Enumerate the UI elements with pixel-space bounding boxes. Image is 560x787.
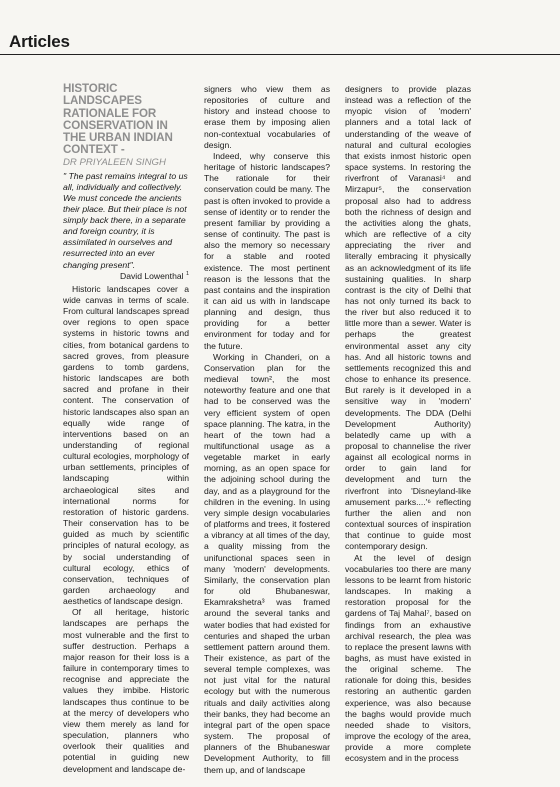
column-2: [204, 84, 330, 776]
section-label: Articles: [9, 32, 70, 51]
title-line: CONTEXT -: [63, 143, 125, 157]
title-line: HISTORIC: [63, 82, 118, 95]
body-paragraph: signers who view them as repositories of culture and history and instead choose to erase them by imposing alien non-contextual vocabularies of design.: [204, 84, 330, 150]
body-paragraph: Historic landscapes cover a wide canvas in terms of scale. From cultural landscapes spread over regions to open space systems in historic towns and cities, from botanical gardens to sacred groves, from pleasure gardens to tomb gardens, historic landscapes are both sacred and profane in their content. The conservation of historic landscapes also span an equally wide range of interventions based on an understanding of regional cultural ecologies, morphology of urban settlements, principles of landscaping within archaeological sites and international norms for restoration of historic gardens. Their conservation has to be guided as much by scientific principles of natural ecology, as by social understanding of cultural ecology, ethics of conservation, techniques of garden archaeology and aesthetics of landscape design.: [63, 283, 189, 607]
body-paragraph: Indeed, why conserve this heritage of historic landscapes? The rationale for their conservation could be many. The past is often invoked to provide a sense of identity or to render the present familiar by providing a sense of continuity. The past is also the memory so necessary for a stable and rooted existence. The most pertinent reason is the lessons that the past contains and the inspiration it can aid us with in landscape planning and design, thus providing for a better environment for today and for the future.: [204, 150, 330, 351]
column-1: [63, 83, 189, 775]
header-rule: [0, 54, 560, 55]
body-paragraph: Working in Chanderi, on a Conservation plan for the medieval town², the most noteworthy feature and one that had to be conserved was the very efficient system of open space planning. The katra, in the heart of the town had a multifunctional usage as a vegetable market in early morning, as an open space for the adjoining school during the day, and as a playground for the children in the evening. In using very simple design vocabularies of platforms and trees, it fostered a vibrancy at all times of the day, a quality missing from the unifunctional spaces seen in many 'modern' developments. Similarly, the conservation plan for old Bhubaneswar, Ekamrakshetra³ was framed around the several tanks and water bodies that had existed for centuries and shaped the urban settlement pattern around them. Their existence, as part of the several temple complexes, was not just vital for the natural ecology but with the numerous rituals and daily activities along their banks, they had become an integral part of the open space system. The proposal of planners of the Bhubaneswar Development Authority, to fill them up, and of landscape: [204, 351, 330, 775]
author-name: DR PRIYALEEN SINGH: [63, 156, 166, 168]
title-line: RATIONALE FOR: [63, 106, 157, 120]
attribution-name: David Lowenthal: [120, 270, 184, 281]
footnote-marker: 1: [185, 270, 189, 277]
title-line: CONSERVATION IN: [63, 118, 168, 132]
epigraph-attribution: [63, 271, 189, 282]
column-3: [345, 84, 471, 765]
epigraph-quote: " The past remains integral to us all, individually and collectively. We must concede the ancients their place. But their place is not simply back there, in a separate and foreign country, it is assimilated in ourselves and resurrected into an ever changing present".: [63, 170, 188, 270]
body-paragraph: Of all heritage, historic landscapes are perhaps the most vulnerable and the first to suffer destruction. Perhaps a major reason for their loss is a failure in contemporary times to recognise and appreciate the values they imbibe. Historic landscapes thus continue to be at the mercy of developers who view them merely as land for speculation, planners who overlook their qualities and potential in guiding new development and landscape de-: [63, 607, 189, 774]
body-paragraph: At the level of design vocabularies too there are many lessons to be learnt from historic landscapes. In making a restoration proposal for the gardens of Taj Mahal⁷, based on findings from an exhaustive archival research, the plea was to replace the present lawns with baghs, as must have existed in the original scheme. The rationale for doing this, besides restoring an authentic garden experience, was also because the baghs would provide much needed shade to visitors, improve the ecology of the area, provide a more complete ecosystem and in the process: [345, 552, 471, 764]
article-title: [63, 83, 189, 157]
body-paragraph: designers to provide plazas instead was a reflection of the myopic vision of 'modern' planners and a total lack of understanding of the weave of natural and cultural ecologies that exists inmost historic open space systems. In restoring the riverfront of Varanasi⁴ and Mirzapur⁵, the conservation proposal also had to address both the richness of design and the activities along the ghats, which are reflective of a city appreciating the river and literally embracing it physically as an acknowledgment of its life sustaining qualities. In sharp contrast is the city of Delhi that has not only turned its back to the river but also reduced it to little more than a sewer. Water is perhaps the greatest environmental asset any city has. And all historic towns and settlements recognized this and chose to enhance its presence. But rarely is it developed in a sensitive way in 'modern' developments. The DDA (Delhi Development Authority) belatedly came up with a proposal to channelise the river against all ecological norms in order to gain land for development and turn the riverfront into 'Disneyland-like amusement parks....'⁶ reflecting further the alien and non contextual sources of inspiration that continue to guide most contemporary design.: [345, 84, 471, 552]
title-line: THE URBAN INDIAN: [63, 131, 173, 145]
title-line: LANDSCAPES: [63, 94, 142, 108]
